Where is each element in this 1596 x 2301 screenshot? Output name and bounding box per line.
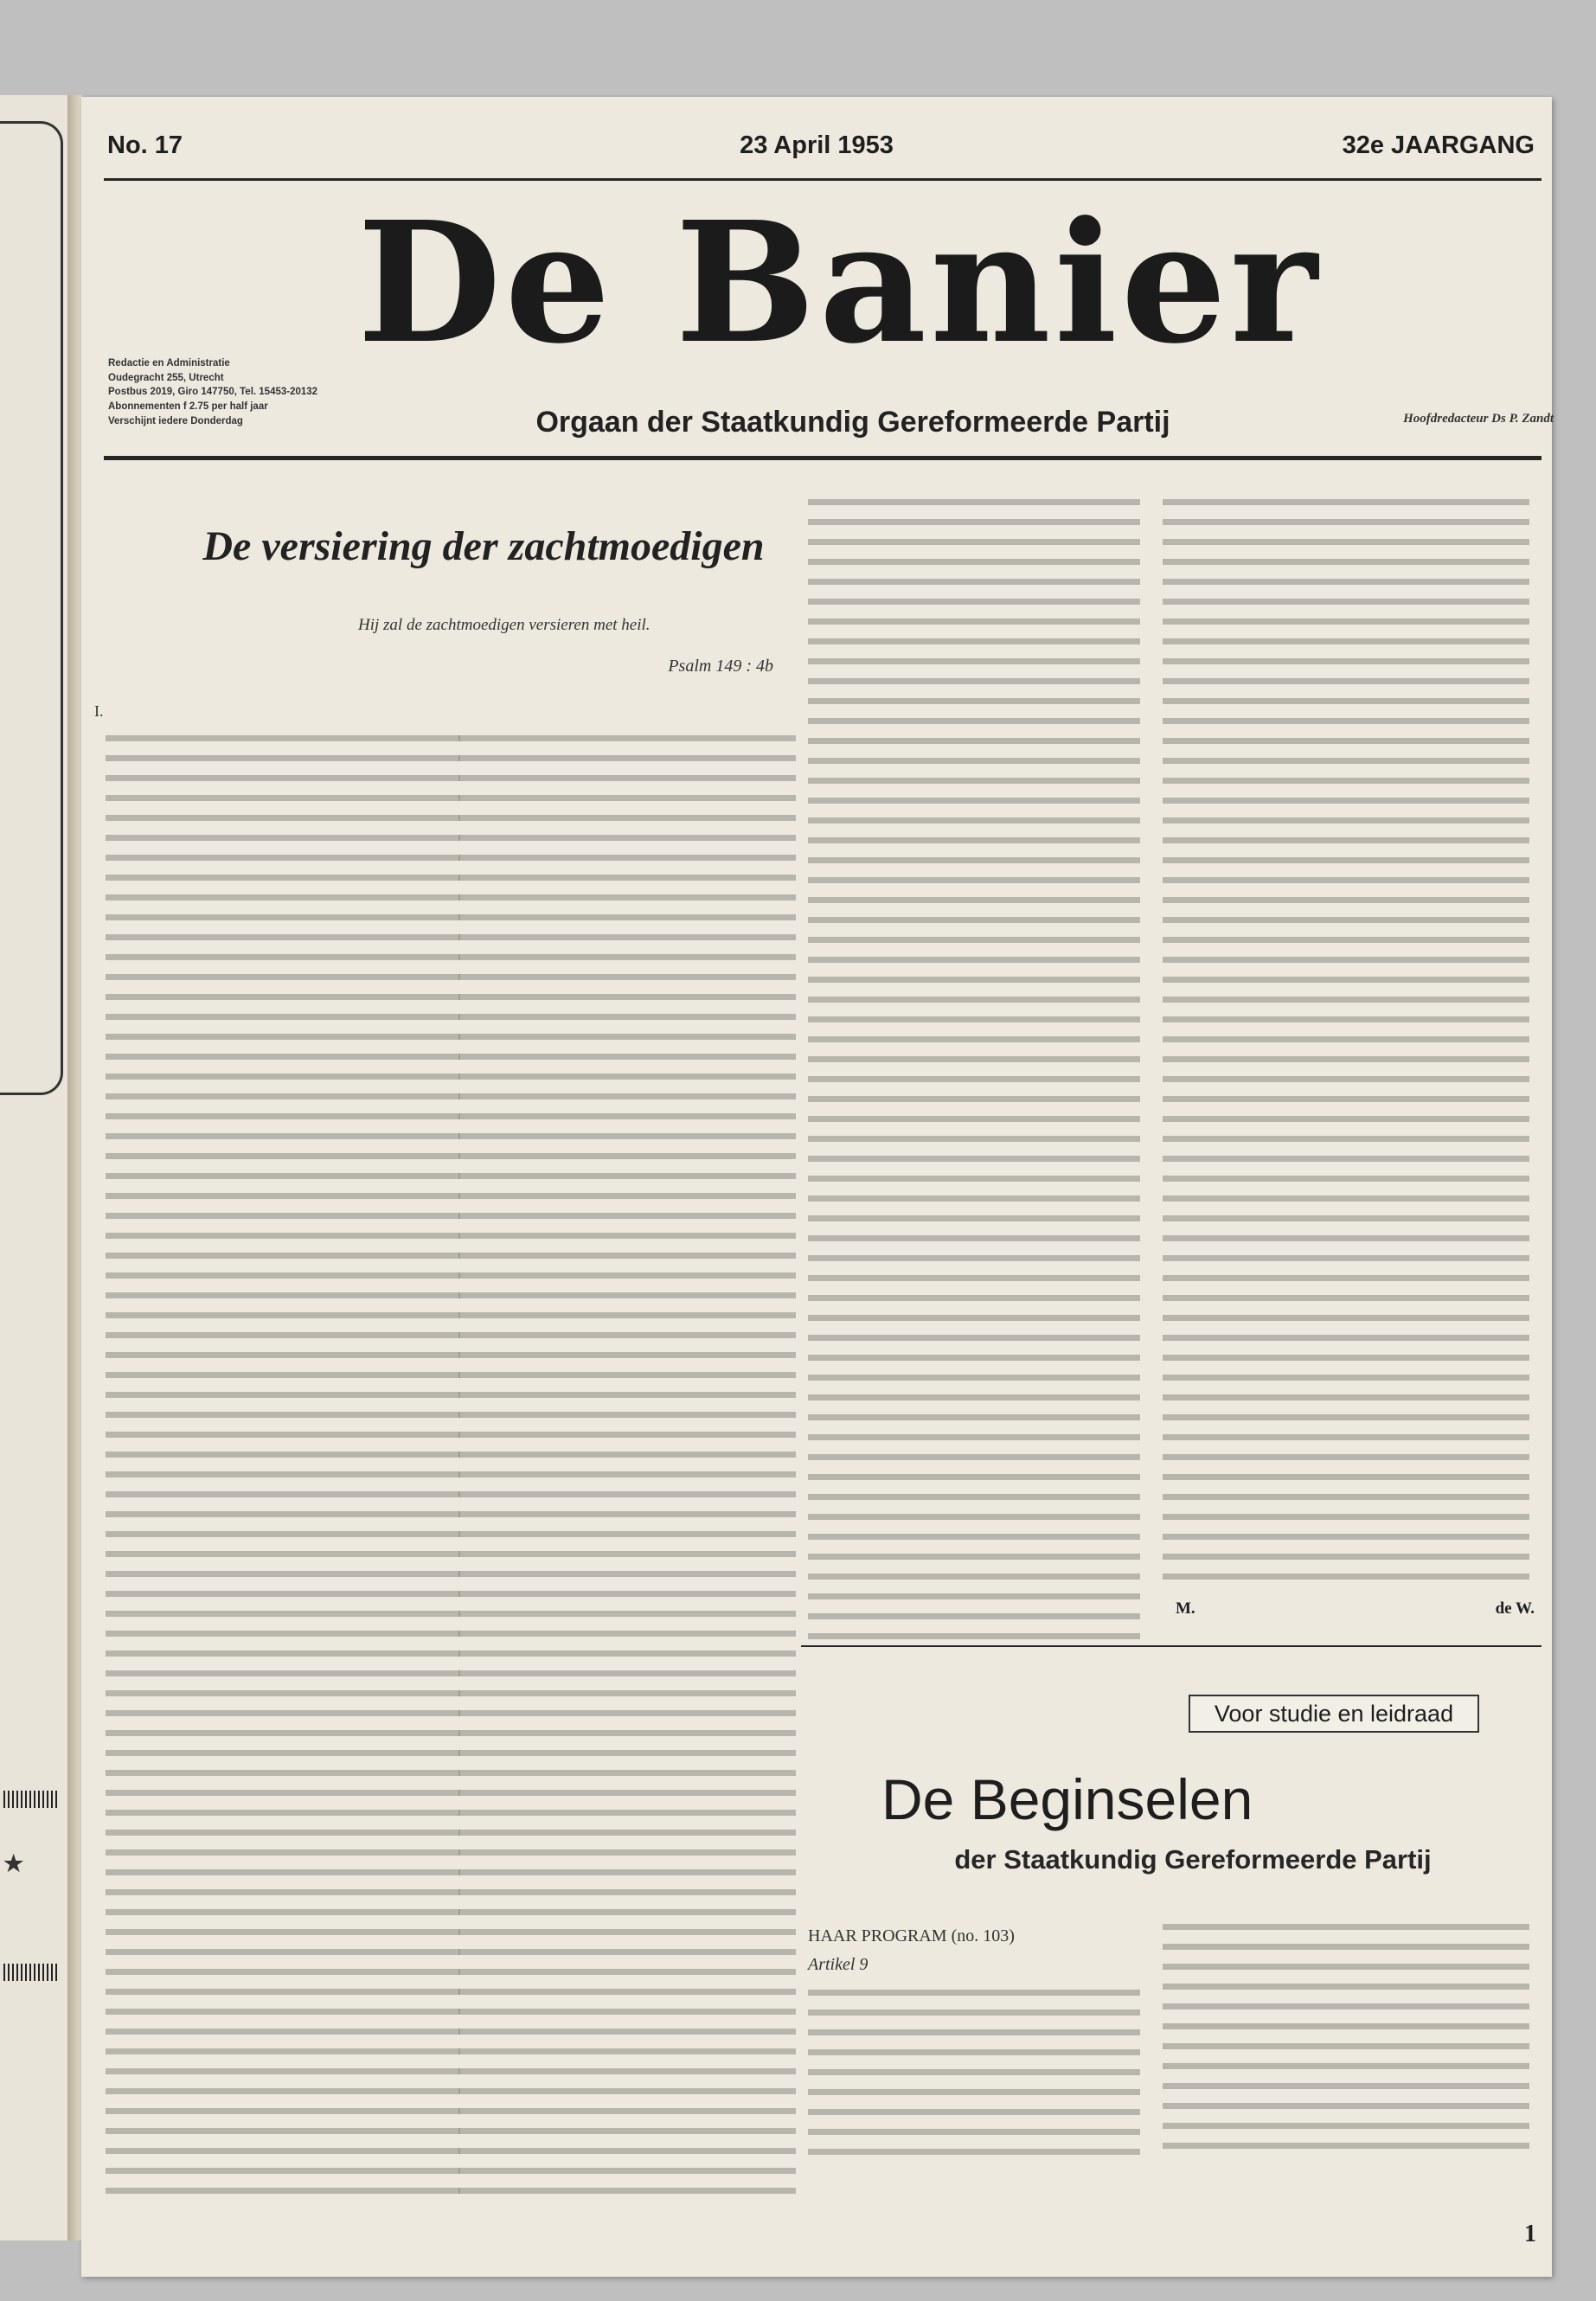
newspaper-page — [81, 97, 1552, 2277]
previous-page-ornament — [3, 1791, 57, 1808]
editor-credit: Hoofdredacteur Ds P. Zandt — [1403, 412, 1554, 426]
signature-author: de W. — [1495, 1599, 1535, 1618]
masthead-title: De Banier — [356, 186, 1322, 381]
previous-page-strip — [0, 95, 67, 2240]
admin-line: Postbus 2019, Giro 147750, Tel. 15453-20132 — [108, 387, 318, 398]
article-motto-reference: Psalm 149 : 4b — [668, 657, 773, 676]
article-column-1 — [106, 735, 460, 2197]
program-heading: HAAR PROGRAM (no. 103) — [808, 1926, 1015, 1945]
series-label-box: Voor studie en leidraad — [1189, 1695, 1479, 1733]
page-gutter — [67, 95, 81, 2240]
article-section-number: I. — [94, 702, 104, 720]
header-rule — [104, 178, 1542, 181]
admin-line: Oudegracht 255, Utrecht — [108, 372, 224, 383]
program-article-number: Artikel 9 — [808, 1955, 869, 1974]
article-title: De versiering der zachtmoedigen — [202, 523, 765, 569]
article-motto: Hij zal de zachtmoedigen versieren met heil. — [358, 616, 651, 634]
administration-block — [108, 356, 333, 428]
issue-number: No. 17 — [107, 131, 183, 159]
series-title: De Beginselen — [881, 1767, 1253, 1831]
admin-line: Verschijnt iedere Donderdag — [108, 415, 243, 426]
masthead-subtitle: Orgaan der Staatkundig Gereformeerde Partij — [535, 406, 1170, 439]
issue-date: 23 April 1953 — [740, 131, 894, 159]
series-subtitle: der Staatkundig Gereformeerde Partij — [954, 1844, 1432, 1875]
section-divider — [801, 1645, 1542, 1647]
star-icon: ★ — [3, 1851, 24, 1876]
masthead-rule — [104, 456, 1542, 460]
program-column-2 — [1163, 1924, 1529, 2163]
article-column-3 — [808, 499, 1140, 1650]
admin-line: Redactie en Administratie — [108, 358, 230, 369]
previous-page-ornament — [3, 1964, 57, 1981]
article-column-2 — [458, 735, 796, 2197]
previous-page-frame — [0, 121, 63, 1095]
article-column-4 — [1163, 499, 1529, 1585]
program-column-1 — [808, 1990, 1140, 2163]
admin-line: Abonnementen f 2.75 per half jaar — [108, 401, 268, 413]
page-number: 1 — [1524, 2221, 1536, 2247]
volume-year: 32e JAARGANG — [1342, 131, 1535, 159]
signature-initial: M. — [1176, 1599, 1195, 1618]
